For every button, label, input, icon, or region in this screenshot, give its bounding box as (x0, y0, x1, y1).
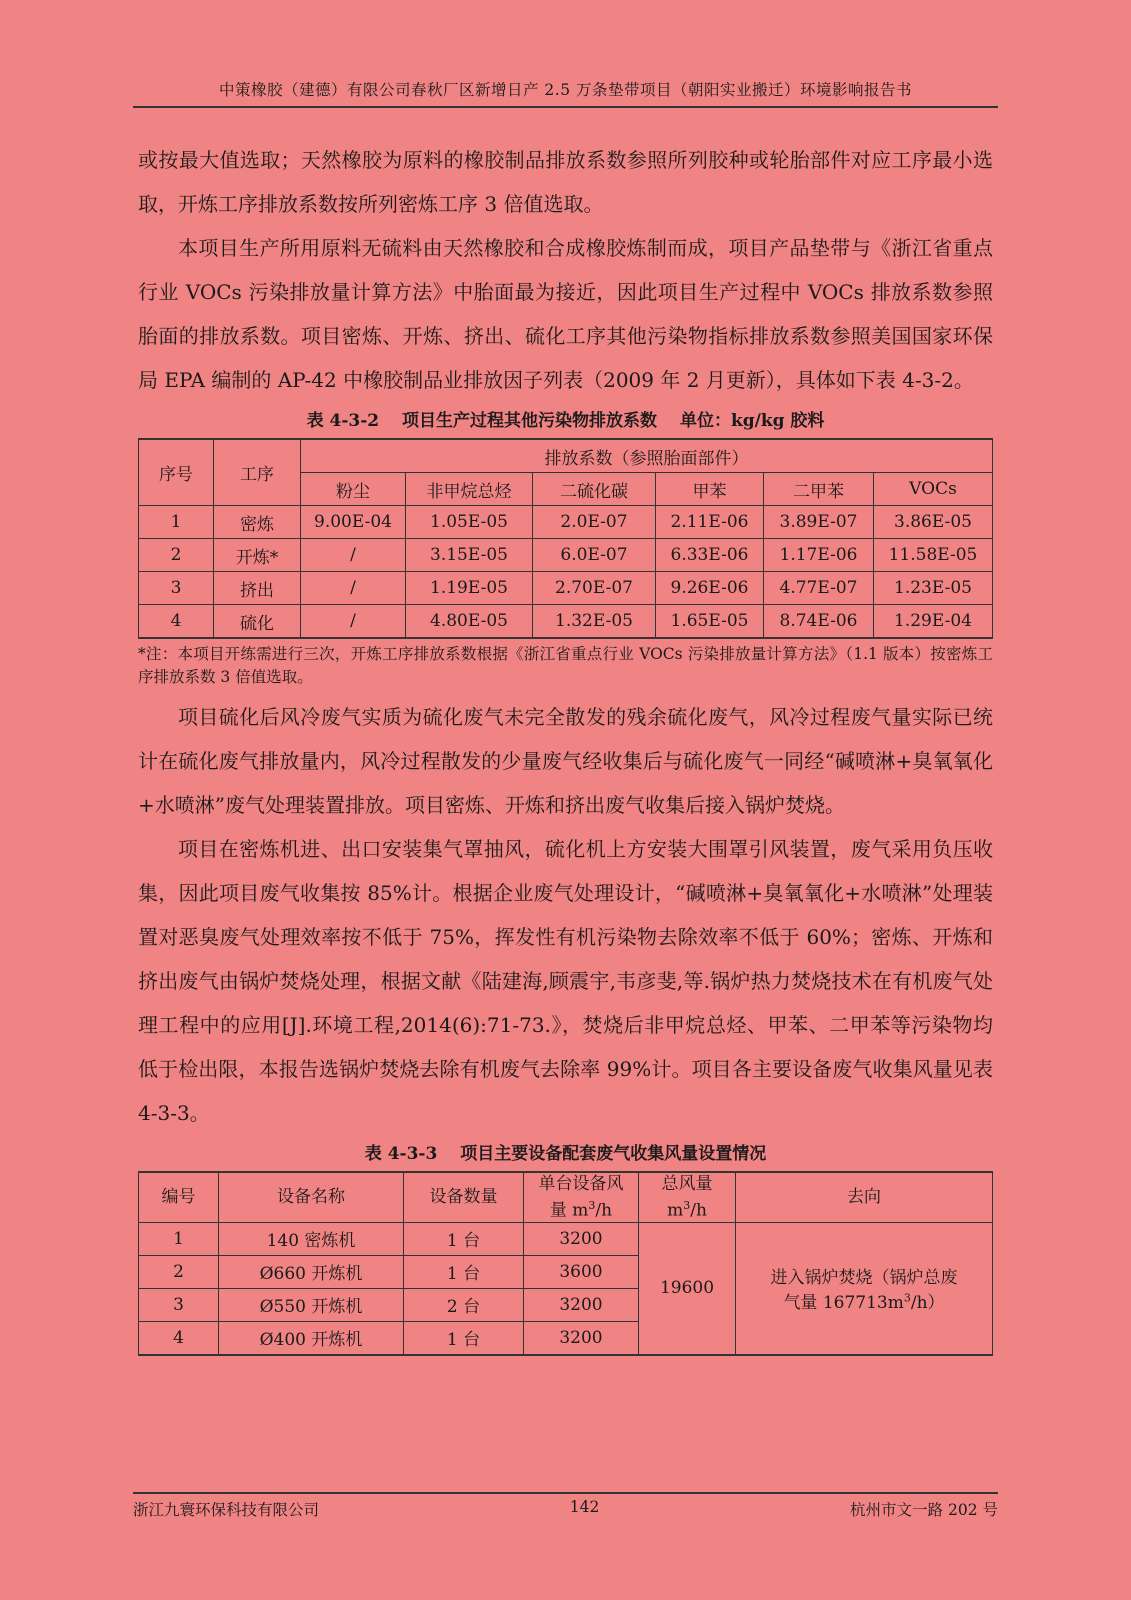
cell-value: 3.15E-05 (406, 539, 533, 572)
cell-no: 1 (139, 1222, 219, 1255)
single-air-line2: 量 m (549, 1200, 589, 1221)
destination-tail: /h） (910, 1293, 945, 1314)
col-destination-header: 去向 (736, 1172, 993, 1222)
cell-equipment: Ø660 开炼机 (219, 1255, 404, 1288)
table-row (139, 1222, 993, 1255)
cell-value: 3.89E-07 (764, 506, 874, 539)
unit-superscript: 3 (588, 1199, 596, 1212)
cell-value: 8.74E-06 (764, 605, 874, 639)
cell-equipment: Ø550 开炼机 (219, 1288, 404, 1321)
cell-process: 挤出 (214, 572, 301, 605)
cell-process: 密炼 (214, 506, 301, 539)
total-air-line1: 总风量 (661, 1174, 713, 1194)
table-header-row (139, 439, 993, 473)
cell-value: 1.19E-05 (406, 572, 533, 605)
cell-no: 4 (139, 1321, 219, 1355)
cell-seq: 2 (139, 539, 214, 572)
cell-destination (736, 1222, 993, 1355)
cell-qty: 1 台 (404, 1255, 524, 1288)
total-air-line2: m (667, 1200, 684, 1221)
cell-value: 11.58E-05 (874, 539, 993, 572)
cell-value: 6.0E-07 (533, 539, 656, 572)
unit-superscript: 3 (683, 1199, 691, 1212)
cell-qty: 1 台 (404, 1321, 524, 1355)
paragraph-2: 本项目生产所用原料无硫料由天然橡胶和合成橡胶炼制而成，项目产品垫带与《浙江省重点行业 VOCs 污染排放量计算方法》中胎面最为接近，因此项目生产过程中 VOCs 排放系数参照胎面的排放系数。项目密炼、开炼、挤出、硫化工序其他污染物指标排放系数参照美国国家环保局 EPA 编制的 AP-42 中橡胶制品业排放因子列表（2009 年 2 月更新），具体如下表 4-3-2。 (138, 236, 993, 392)
col-qty-header: 设备数量 (404, 1172, 524, 1222)
subheader-cs2: 二硫化碳 (533, 473, 656, 506)
cell-value: / (301, 605, 406, 639)
cell-value: 1.29E-04 (874, 605, 993, 639)
table-note: *注：本项目开练需进行三次，开炼工序排放系数根据《浙江省重点行业 VOCs 污染排放量计算方法》（1.1 版本）按密炼工序排放系数 3 倍值选取。 (138, 645, 993, 686)
page-number: 142 (569, 1498, 600, 1516)
cell-qty: 1 台 (404, 1222, 524, 1255)
header-title: 中策橡胶（建德）有限公司春秋厂区新增日产 2.5 万条垫带项目（朝阳实业搬迁）环境影响报告书 (218, 81, 912, 99)
cell-process: 开炼* (214, 539, 301, 572)
table-row (139, 539, 993, 572)
cell-no: 3 (139, 1288, 219, 1321)
cell-value: 9.00E-04 (301, 506, 406, 539)
cell-no: 2 (139, 1255, 219, 1288)
cell-seq: 1 (139, 506, 214, 539)
paragraph-3: 项目硫化后风冷废气实质为硫化废气未完全散发的残余硫化废气，风冷过程废气量实际已统计在硫化废气排放量内，风冷过程散发的少量废气经收集后与硫化废气一同经“碱喷淋+臭氧氧化+水喷淋”废气处理装置排放。项目密炼、开炼和挤出废气收集后接入锅炉焚烧。 (138, 705, 993, 817)
col-total-air-header (639, 1172, 736, 1222)
subheader-toluene: 甲苯 (656, 473, 764, 506)
cell-value: 6.33E-06 (656, 539, 764, 572)
cell-seq: 3 (139, 572, 214, 605)
cell-value: 1.05E-05 (406, 506, 533, 539)
single-air-line1: 单台设备风 (538, 1174, 624, 1194)
cell-value: 1.17E-06 (764, 539, 874, 572)
col-no-header: 编号 (139, 1172, 219, 1222)
subheader-dust: 粉尘 (301, 473, 406, 506)
cell-value: / (301, 572, 406, 605)
unit-tail: /h (595, 1200, 613, 1221)
emission-factor-table (138, 438, 993, 639)
paragraph-4: 项目在密炼机进、出口安装集气罩抽风，硫化机上方安装大围罩引风装置，废气采用负压收集，因此项目废气收集按 85%计。根据企业废气处理设计，“碱喷淋+臭氧氧化+水喷淋”处理装置对恶臭废气处理效率按不低于 75%，挥发性有机污染物去除效率不低于 60%；密炼、开炼和挤出废气由锅炉焚烧处理，根据文献《陆建海,顾震宇,韦彦斐,等.锅炉热力焚烧技术在有机废气处理工程中的应用[J].环境工程,2014(6):71-73.》，焚烧后非甲烷总烃、甲苯、二甲苯等污染物均低于检出限，本报告选锅炉焚烧去除有机废气去除率 99%计。项目各主要设备废气收集风量见表 4-3-3。 (138, 837, 993, 1125)
cell-value: 4.80E-05 (406, 605, 533, 639)
air-volume-table (138, 1171, 993, 1356)
col-seq-header: 序号 (139, 439, 214, 506)
cell-process: 硫化 (214, 605, 301, 639)
table-row (139, 506, 993, 539)
cell-air: 3600 (524, 1255, 639, 1288)
table-row (139, 605, 993, 639)
cell-value: 1.23E-05 (874, 572, 993, 605)
cell-air: 3200 (524, 1321, 639, 1355)
subheader-vocs: VOCs (874, 473, 993, 506)
cell-value: 2.70E-07 (533, 572, 656, 605)
footer-company: 浙江九寰环保科技有限公司 (133, 1501, 320, 1519)
col-name-header: 设备名称 (219, 1172, 404, 1222)
destination-line2: 气量 167713m (783, 1293, 904, 1314)
cell-value: 3.86E-05 (874, 506, 993, 539)
footer-address: 杭州市文一路 202 号 (850, 1501, 998, 1519)
table-header-row (139, 1172, 993, 1222)
table-4-3-3-caption: 表 4-3-3 项目主要设备配套废气收集风量设置情况 (364, 1144, 767, 1164)
subheader-xylene: 二甲苯 (764, 473, 874, 506)
table-row (139, 572, 993, 605)
destination-line1: 进入锅炉焚烧（锅炉总废 (770, 1268, 958, 1289)
cell-air: 3200 (524, 1222, 639, 1255)
subheader-nmhc: 非甲烷总烃 (406, 473, 533, 506)
col-process-header: 工序 (214, 439, 301, 506)
cell-seq: 4 (139, 605, 214, 639)
unit-superscript: 3 (903, 1291, 911, 1305)
cell-air: 3200 (524, 1288, 639, 1321)
page-content (138, 138, 993, 1356)
cell-equipment: Ø400 开炼机 (219, 1321, 404, 1355)
cell-total-air: 19600 (639, 1222, 736, 1355)
cell-qty: 2 台 (404, 1288, 524, 1321)
group-header: 排放系数（参照胎面部件） (301, 439, 993, 473)
col-single-air-header (524, 1172, 639, 1222)
table-4-3-2-caption: 表 4-3-2 项目生产过程其他污染物排放系数 单位：kg/kg 胶料 (306, 411, 825, 431)
unit-tail: /h (690, 1200, 707, 1221)
cell-value: 2.0E-07 (533, 506, 656, 539)
paragraph-1: 或按最大值选取；天然橡胶为原料的橡胶制品排放系数参照所列胶种或轮胎部件对应工序最小选取，开炼工序排放系数按所列密炼工序 3 倍值选取。 (138, 148, 993, 216)
cell-value: 2.11E-06 (656, 506, 764, 539)
cell-value: 9.26E-06 (656, 572, 764, 605)
cell-value: 1.32E-05 (533, 605, 656, 639)
cell-equipment: 140 密炼机 (219, 1222, 404, 1255)
page-footer (133, 1492, 998, 1520)
cell-value: / (301, 539, 406, 572)
cell-value: 1.65E-05 (656, 605, 764, 639)
cell-value: 4.77E-07 (764, 572, 874, 605)
page-header (133, 78, 998, 108)
